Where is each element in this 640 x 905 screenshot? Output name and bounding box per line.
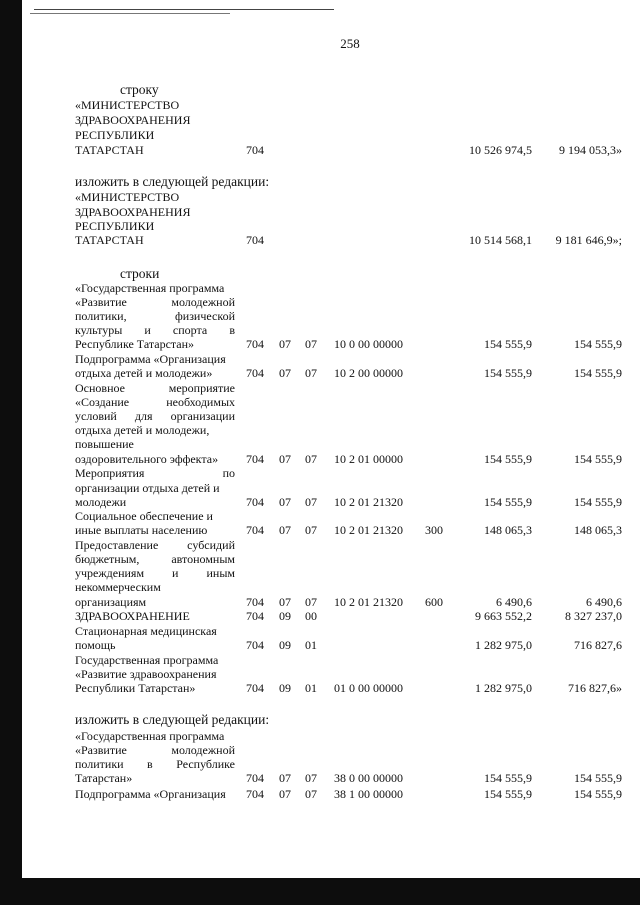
table-row	[0, 595, 640, 609]
table-row	[0, 523, 640, 537]
cell-sum2: 716 827,6	[574, 638, 622, 652]
cell-csr: 38 0 00 00000	[334, 771, 403, 785]
page-number: 258	[340, 36, 360, 51]
item-text: бюджетным, автономным	[75, 552, 235, 566]
cell-sum1: 1 282 975,0	[475, 638, 532, 652]
cell-pr: 07	[305, 452, 317, 466]
sum-year2: 9 181 646,9»;	[555, 233, 622, 247]
cell-sum1: 148 065,3	[484, 523, 532, 537]
item-text: Стационарная медицинская	[75, 624, 217, 638]
scan-artifact-line	[34, 9, 334, 10]
item-text: организации отдыха детей и	[75, 481, 220, 495]
item-text: повышение	[75, 437, 134, 451]
cell-csr: 10 2 01 21320	[334, 523, 403, 537]
cell-pr: 07	[305, 523, 317, 537]
table-row	[0, 366, 640, 380]
cell-code: 704	[246, 681, 264, 695]
section1-name-line: ТАТАРСТАН	[75, 143, 144, 157]
item-text: «Развитие здравоохранения	[75, 667, 217, 681]
cell-pr: 07	[305, 495, 317, 509]
item-text: политики в Республике	[75, 757, 235, 771]
item-text: Основное мероприятие	[75, 381, 235, 395]
cell-csr: 10 2 01 21320	[334, 495, 403, 509]
item-text: ЗДРАВООХРАНЕНИЕ	[75, 609, 190, 623]
cell-csr: 10 0 00 00000	[334, 337, 403, 351]
cell-sum2: 8 327 237,0	[565, 609, 622, 623]
section1-name-line: ЗДРАВООХРАНЕНИЯ	[75, 113, 191, 127]
cell-code: 704	[246, 452, 264, 466]
item-text: Татарстан»	[75, 771, 133, 785]
cell-rz: 07	[279, 337, 291, 351]
item-text: «Создание необходимых	[75, 395, 235, 409]
table-row	[0, 771, 640, 785]
scan-edge-bottom	[0, 878, 640, 905]
ministry-code: 704	[246, 233, 264, 247]
item-text: Подпрограмма «Организация	[75, 787, 226, 801]
cell-pr: 07	[305, 771, 317, 785]
item-text: Мероприятия по	[75, 466, 235, 480]
section2-name-line: ТАТАРСТАН	[75, 233, 144, 247]
table-row	[0, 609, 640, 623]
item-text: помощь	[75, 638, 116, 652]
cell-csr: 10 2 01 21320	[334, 595, 403, 609]
cell-rz: 07	[279, 771, 291, 785]
cell-code: 704	[246, 366, 264, 380]
cell-csr: 10 2 00 00000	[334, 366, 403, 380]
sum-year1: 10 526 974,5	[469, 143, 532, 157]
cell-sum1: 154 555,9	[484, 771, 532, 785]
cell-pr: 07	[305, 787, 317, 801]
sum-year2: 9 194 053,3»	[559, 143, 622, 157]
item-text: организациям	[75, 595, 147, 609]
cell-sum1: 154 555,9	[484, 452, 532, 466]
cell-code: 704	[246, 787, 264, 801]
section4-intro: изложить в следующей редакции:	[75, 712, 270, 727]
cell-rz: 07	[279, 787, 291, 801]
section1-name-line: РЕСПУБЛИКИ	[75, 128, 155, 142]
item-text: иные выплаты населению	[75, 523, 208, 537]
cell-rz: 09	[279, 609, 291, 623]
cell-pr: 07	[305, 337, 317, 351]
item-text: отдыха детей и молодежи,	[75, 423, 210, 437]
item-text: оздоровительного эффекта»	[75, 452, 219, 466]
section2-name-line: ЗДРАВООХРАНЕНИЯ	[75, 205, 191, 219]
cell-sum2: 154 555,9	[574, 452, 622, 466]
cell-code: 704	[246, 609, 264, 623]
section2-name-line: РЕСПУБЛИКИ	[75, 219, 155, 233]
section1-row	[0, 143, 640, 157]
item-text: Предоставление субсидий	[75, 538, 235, 552]
cell-sum2: 154 555,9	[574, 787, 622, 801]
item-text: «Государственная программа	[75, 729, 225, 743]
item-text: «Развитие молодежной	[75, 743, 235, 757]
section1-intro: строку	[120, 82, 159, 97]
item-text: Государственная программа	[75, 653, 219, 667]
item-text: культуры и спорта в	[75, 323, 235, 337]
table-row	[0, 337, 640, 351]
cell-code: 704	[246, 638, 264, 652]
section2-row	[0, 233, 640, 247]
cell-rz: 07	[279, 452, 291, 466]
cell-sum1: 6 490,6	[496, 595, 532, 609]
cell-pr: 07	[305, 366, 317, 380]
cell-pr: 01	[305, 638, 317, 652]
cell-code: 704	[246, 771, 264, 785]
sum-year1: 10 514 568,1	[469, 233, 532, 247]
scan-artifact-line	[30, 13, 230, 14]
cell-sum2: 6 490,6	[586, 595, 622, 609]
table-row	[0, 638, 640, 652]
item-text: учреждениям и иным	[75, 566, 235, 580]
table-row	[0, 681, 640, 695]
cell-sum1: 9 663 552,2	[475, 609, 532, 623]
cell-sum2: 154 555,9	[574, 337, 622, 351]
cell-csr: 38 1 00 00000	[334, 787, 403, 801]
item-text: Республике Татарстан»	[75, 337, 195, 351]
cell-rz: 07	[279, 595, 291, 609]
cell-sum2: 148 065,3	[574, 523, 622, 537]
item-text: Подпрограмма «Организация	[75, 352, 226, 366]
cell-sum2: 154 555,9	[574, 366, 622, 380]
cell-pr: 01	[305, 681, 317, 695]
item-text: отдыха детей и молодежи»	[75, 366, 213, 380]
cell-csr: 10 2 01 00000	[334, 452, 403, 466]
cell-rz: 09	[279, 638, 291, 652]
cell-code: 704	[246, 595, 264, 609]
section2-name-line: «МИНИСТЕРСТВО	[75, 190, 180, 204]
cell-vr: 600	[425, 595, 443, 609]
item-text: политики, физической	[75, 309, 235, 323]
cell-sum1: 154 555,9	[484, 366, 532, 380]
cell-code: 704	[246, 523, 264, 537]
item-text: условий для организации	[75, 409, 235, 423]
section1-name-line: «МИНИСТЕРСТВО	[75, 98, 180, 112]
table-row	[0, 495, 640, 509]
cell-sum1: 154 555,9	[484, 337, 532, 351]
cell-csr: 01 0 00 00000	[334, 681, 403, 695]
item-text: Республики Татарстан»	[75, 681, 196, 695]
table-row	[0, 452, 640, 466]
cell-pr: 00	[305, 609, 317, 623]
table-row	[0, 787, 640, 801]
ministry-code: 704	[246, 143, 264, 157]
section3-intro: строки	[120, 266, 160, 281]
item-text: «Государственная программа	[75, 281, 225, 295]
item-text: молодежи	[75, 495, 127, 509]
cell-sum1: 154 555,9	[484, 495, 532, 509]
section2-intro: изложить в следующей редакции:	[75, 174, 270, 189]
item-text: «Развитие молодежной	[75, 295, 235, 309]
cell-rz: 07	[279, 495, 291, 509]
cell-code: 704	[246, 495, 264, 509]
cell-pr: 07	[305, 595, 317, 609]
item-text: Социальное обеспечение и	[75, 509, 213, 523]
cell-sum2: 154 555,9	[574, 495, 622, 509]
cell-rz: 09	[279, 681, 291, 695]
cell-rz: 07	[279, 366, 291, 380]
cell-code: 704	[246, 337, 264, 351]
cell-sum1: 1 282 975,0	[475, 681, 532, 695]
cell-sum2: 154 555,9	[574, 771, 622, 785]
cell-rz: 07	[279, 523, 291, 537]
cell-vr: 300	[425, 523, 443, 537]
item-text: некоммерческим	[75, 580, 161, 594]
cell-sum2: 716 827,6»	[568, 681, 622, 695]
cell-sum1: 154 555,9	[484, 787, 532, 801]
